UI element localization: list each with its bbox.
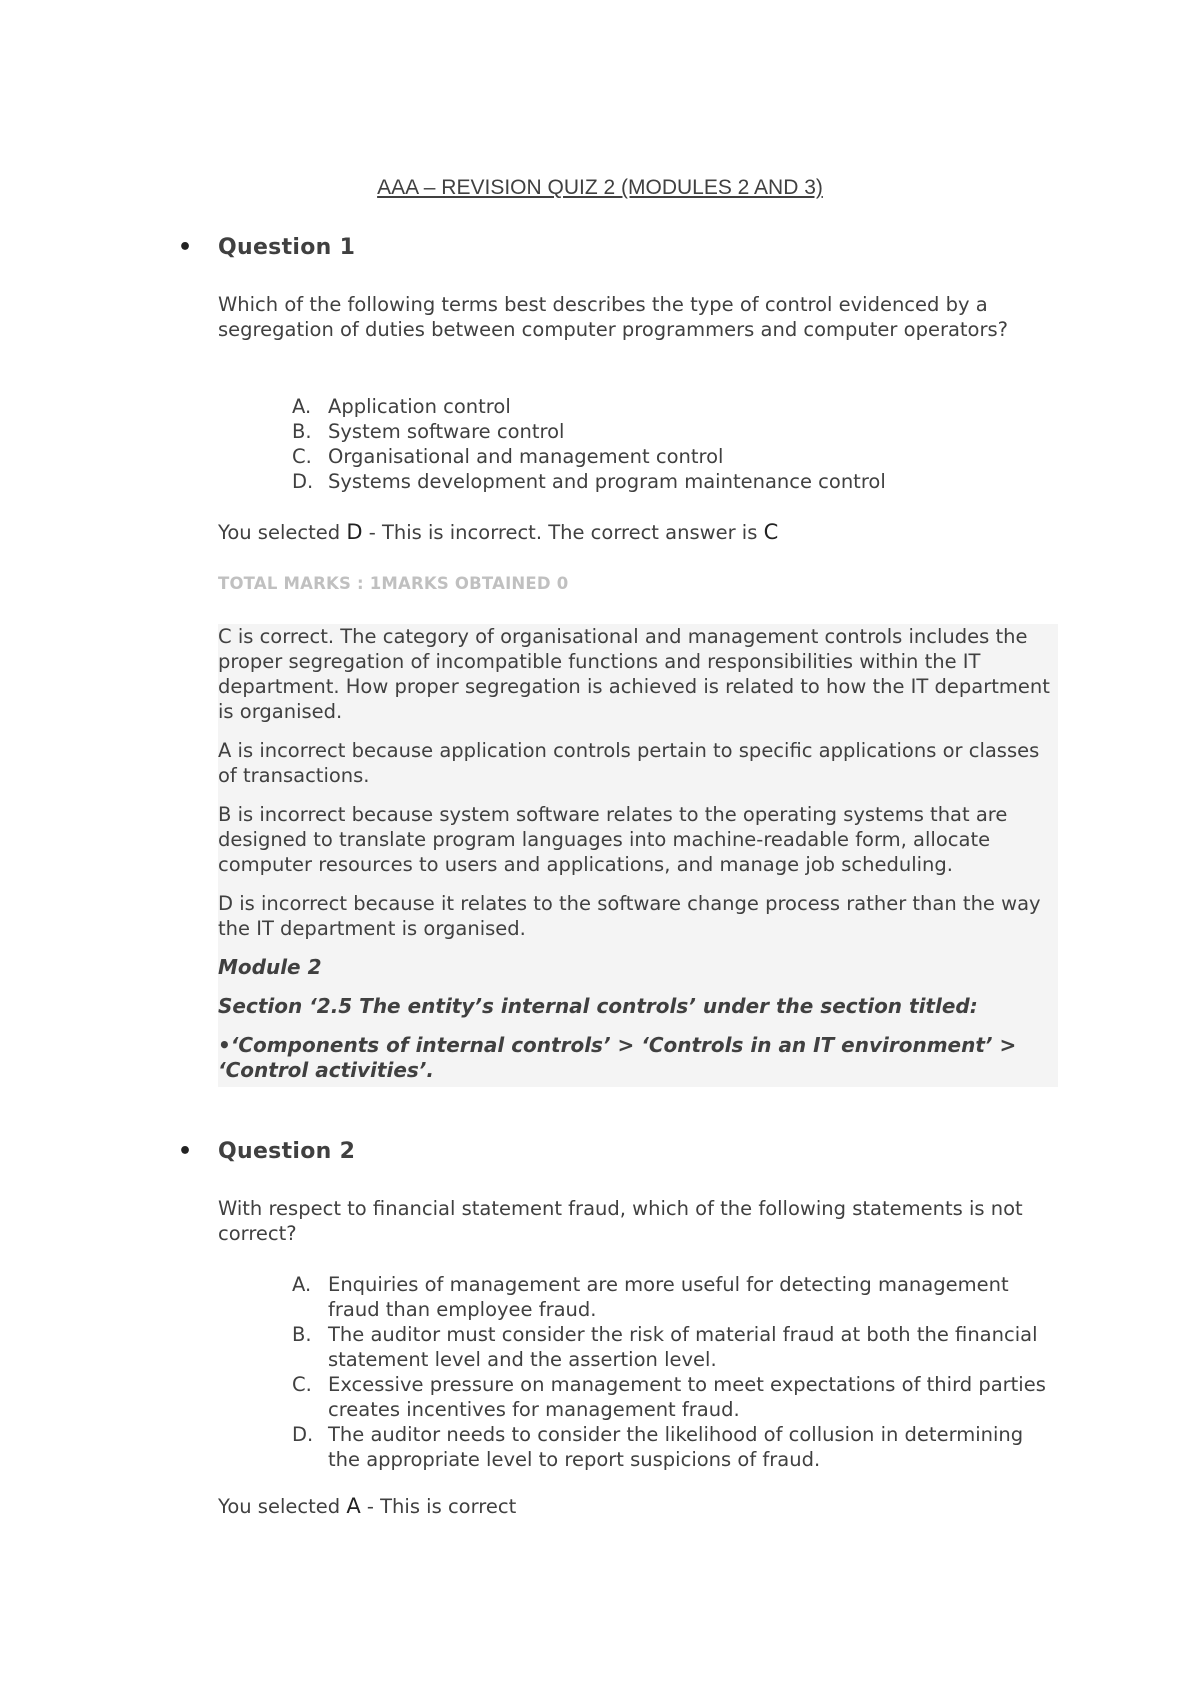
question-heading-label: Question 1 bbox=[218, 235, 356, 260]
question-heading-label: Question 2 bbox=[218, 1139, 356, 1164]
feedback-paragraph: A is incorrect because application controls pertain to specific applications or classes of transactions. bbox=[218, 739, 1040, 787]
option-c bbox=[292, 444, 1058, 469]
option-text: Application control bbox=[328, 395, 511, 418]
option-a bbox=[292, 394, 1058, 419]
question-heading bbox=[178, 234, 1058, 262]
result-text bbox=[218, 520, 1058, 545]
option-letter: A. bbox=[292, 1273, 312, 1296]
option-text: The auditor must consider the risk of material fraud at both the financial statement level and the assertion level. bbox=[328, 1323, 1038, 1371]
options-list bbox=[218, 394, 1058, 494]
option-letter: A. bbox=[292, 395, 312, 418]
option-a bbox=[292, 1272, 1058, 1322]
bullet-icon: • bbox=[178, 1139, 193, 1164]
option-letter: D. bbox=[292, 1423, 314, 1446]
options-list-2 bbox=[218, 1272, 1058, 1472]
reference-path: •‘Components of internal controls’ > ‘Controls in an IT environment’ > ‘Control activities’. bbox=[218, 1033, 1017, 1082]
question-text: Which of the following terms best describes the type of control evidenced by a segregation of duties between computer programmers and computer operators? bbox=[218, 293, 1009, 341]
page-title: AAA – REVISION QUIZ 2 (MODULES 2 AND 3) bbox=[377, 176, 823, 199]
options-list-1 bbox=[218, 394, 1058, 494]
option-text: The auditor needs to consider the likelihood of collusion in determining the appropriate level to report suspicions of fraud. bbox=[328, 1423, 1024, 1471]
option-letter: B. bbox=[292, 1323, 312, 1346]
result-prefix: You selected bbox=[218, 1495, 341, 1518]
feedback-box bbox=[218, 624, 1058, 1087]
question-text-1 bbox=[218, 292, 1058, 342]
option-b bbox=[292, 419, 1058, 444]
feedback-paragraph: B is incorrect because system software relates to the operating systems that are designed to translate program languages into machine-readable form, allocate computer resources to users and applications, and manage job scheduling. bbox=[218, 803, 1008, 876]
option-letter: D. bbox=[292, 470, 314, 493]
result-message: - This is incorrect. The correct answer is bbox=[368, 521, 758, 544]
option-text: Excessive pressure on management to meet expectations of third parties creates incentives for management fraud. bbox=[328, 1373, 1046, 1421]
option-text: System software control bbox=[328, 420, 565, 443]
question-heading bbox=[178, 1138, 1058, 1166]
option-text: Organisational and management control bbox=[328, 445, 724, 468]
option-d bbox=[292, 469, 1058, 494]
selected-answer: A bbox=[346, 1494, 361, 1518]
result-prefix: You selected bbox=[218, 521, 341, 544]
feedback-panel-1 bbox=[218, 624, 1058, 1087]
correct-answer: C bbox=[763, 520, 779, 544]
option-b bbox=[292, 1322, 1058, 1372]
question-block-1 bbox=[178, 234, 1058, 262]
question-text-2 bbox=[218, 1196, 1058, 1246]
question-block-2 bbox=[178, 1138, 1058, 1166]
feedback-paragraph: D is incorrect because it relates to the software change process rather than the way the IT department is organised. bbox=[218, 892, 1041, 940]
option-letter: C. bbox=[292, 445, 312, 468]
question-text: With respect to financial statement fraud, which of the following statements is not correct? bbox=[218, 1197, 1023, 1245]
option-letter: B. bbox=[292, 420, 312, 443]
marks-text: TOTAL MARKS : 1MARKS OBTAINED 0 bbox=[218, 574, 569, 593]
result-text bbox=[218, 1494, 1058, 1519]
bullet-icon: • bbox=[178, 235, 193, 260]
option-c bbox=[292, 1372, 1058, 1422]
result-line-1 bbox=[218, 520, 1058, 545]
marks-line-1 bbox=[218, 574, 1058, 593]
selected-answer: D bbox=[346, 520, 363, 544]
option-d bbox=[292, 1422, 1058, 1472]
options-list bbox=[218, 1272, 1058, 1472]
option-letter: C. bbox=[292, 1373, 312, 1396]
feedback-paragraph: C is correct. The category of organisational and management controls includes the proper segregation of incompatible functions and responsibilities within the IT department. How proper segregation is achieved is related to how the IT department is organised. bbox=[218, 625, 1050, 723]
result-message: - This is correct bbox=[366, 1495, 517, 1518]
reference-module: Module 2 bbox=[218, 955, 322, 979]
result-line-2 bbox=[218, 1494, 1058, 1519]
option-text: Enquiries of management are more useful for detecting management fraud than employee fraud. bbox=[328, 1273, 1009, 1321]
reference-section: Section ‘2.5 The entity’s internal controls’ under the section titled: bbox=[218, 994, 978, 1018]
option-text: Systems development and program maintenance control bbox=[328, 470, 886, 493]
